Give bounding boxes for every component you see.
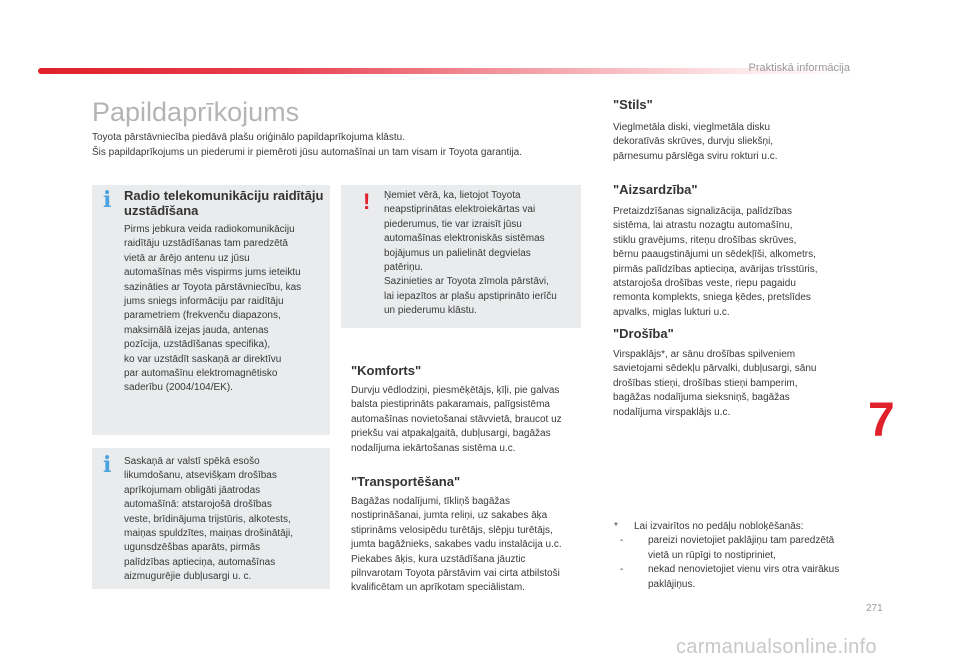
footnote-lead: Lai izvairītos no pedāļu nobloķēšanās: — [634, 521, 804, 532]
footnote-mark: * — [614, 521, 618, 532]
chapter-number: 7 — [868, 394, 895, 447]
info-icon: i — [103, 452, 112, 478]
header-accent-bar — [38, 68, 858, 74]
page-number: 271 — [866, 603, 883, 614]
page-title: Papildaprīkojums — [92, 97, 300, 127]
drosiba-heading: "Drošība" — [613, 326, 674, 341]
transportesana-heading: "Transportēšana" — [351, 474, 461, 489]
radio-heading: Radio telekomunikāciju raidītāju uzstādīšana — [124, 188, 324, 218]
watermark: carmanualsonline.info — [676, 636, 877, 658]
intro-line-2: Šis papildaprīkojums un piederumi ir piemēroti jūsu automašīnai un tam visam ir Toyota garantija. — [92, 146, 523, 158]
intro-paragraph — [92, 131, 602, 160]
footnote-dash: - — [620, 564, 624, 576]
footnote-dash: - — [620, 535, 624, 547]
radio-info-box — [92, 185, 330, 435]
intro-line-1: Toyota pārstāvniecība piedāvā plašu oriģinālo papildaprīkojuma klāstu. — [92, 132, 405, 143]
drosiba-text: Virspaklājs*, ar sānu drošības spilveniem savietojami sēdekļu pārvalki, dubļusargi, sānu drošības stieņi, drošības stieņi bamperim, bagāžas nodalījuma sieksniņš, bagāžas nodalījuma virspaklājs u.c. — [613, 349, 817, 418]
footnote-lead-row — [614, 520, 844, 534]
stils-heading: "Stils" — [613, 97, 653, 112]
komforts-text: Durvju vēdlodziņi, piesmēķētājs, ķīļi, pie galvas balsta piestiprināts pakaramais, palīgsistēma automašīnas novietošanai stāvvietā, braucot uz priekšu vai atpakaļgaitā, dubļusargi, bagāžas nodalījuma iekārtošanas sistēma u.c. — [351, 385, 562, 454]
warning-icon: ! — [363, 189, 371, 214]
footnote-item-text: pareizi novietojiet paklājiņu tam paredzētā vietā un rūpīgi to nostipriniet, — [648, 535, 835, 561]
section-label: Praktiskā informācija — [748, 62, 850, 74]
law-info-box — [92, 448, 330, 589]
footnote-item — [614, 534, 844, 563]
transportesana-text: Bagāžas nodalījumi, tīkliņš bagāžas nostiprināšanai, jumta reliņi, uz sakabes āķa stiprināms velosipēdu turētājs, slēpju turētājs, jumta bagāžnieks, sakabes vadu instalācija u.c. Piekabes āķis, kura uzstādīšana jāuztic pilnvarotam Toyota pārstāvim vai cirta atbilstoši kvalificētam un aprīkotam speciālistam. — [351, 496, 562, 594]
law-text: Saskaņā ar valstī spēkā esošo likumdošanu, atsevišķam drošības aprīkojumam obligāti jāatrodas automašīnā: atstarojošā drošības veste, brīdinājuma trijstūris, alkotests, maiņas spuldzītes, maiņas drošinātāji, ugunsdzēšbas aparāts, pirmās palīdzības aptieciņa, automašīnas aizmugurējie dubļusargi u. c. — [124, 456, 293, 583]
stils-text: Vieglmetāla diski, vieglmetāla disku dekoratīvās skrūves, durvju sliekšņi, pārnesumu pārslēga sviru rokturi u.c. — [613, 122, 778, 162]
warning-text: Ņemiet vērā, ka, lietojot Toyota neapstiprinātas elektroiekārtas vai piederumus, tie var izraisīt jūsu automašīnas elektroniskās sistēmas bojājumus un palielināt degvielas patēriņu. Sazinieties ar Toyota zīmola pārstāvi, lai iepazītos ar plašu apstiprināto ierīču un piederumu klāstu. — [384, 190, 557, 317]
info-icon: i — [103, 187, 112, 213]
radio-text: Pirms jebkura veida radiokomunikāciju raidītāju uzstādīšanas tam paredzētā vietā ar ārējo antenu uz jūsu automašīnas mēs vispirms jums ieteiktu sazināties ar Toyota pārstāvniecību, kas jums sniegs informāciju par raidītāju parametriem (frekvenču diapazons, maksimālā izejas jauda, antenas pozīcija, uzstādīšanas specifika), ko var uzstādīt saskaņā ar direktīvu par automašīnu elektromagnētisko saderību (2004/104/EK). — [124, 224, 302, 394]
footnote-item-text: nekad nenovietojiet vienu virs otra vairākus paklājiņus. — [648, 564, 840, 590]
footnote-item — [614, 563, 844, 592]
footnote — [614, 520, 844, 592]
aizsardziba-text: Pretaizdzīšanas signalizācija, palīdzības sistēma, lai atrastu nozagtu automašīnu, stiklu gravējums, riteņu drošības skrūves, bērnu paaugstinājumi un sēdekļīši, alkometrs, pirmās palīdzības aptieciņa, avārijas trīsstūris, atstarojoša drošības veste, riepu pagaidu remonta komplekts, sniega ķēdes, pretslīdes apvalks, miglas lukturi u.c. — [613, 206, 818, 318]
warning-box — [341, 185, 581, 328]
aizsardziba-heading: "Aizsardzība" — [613, 182, 698, 197]
komforts-heading: "Komforts" — [351, 363, 422, 378]
